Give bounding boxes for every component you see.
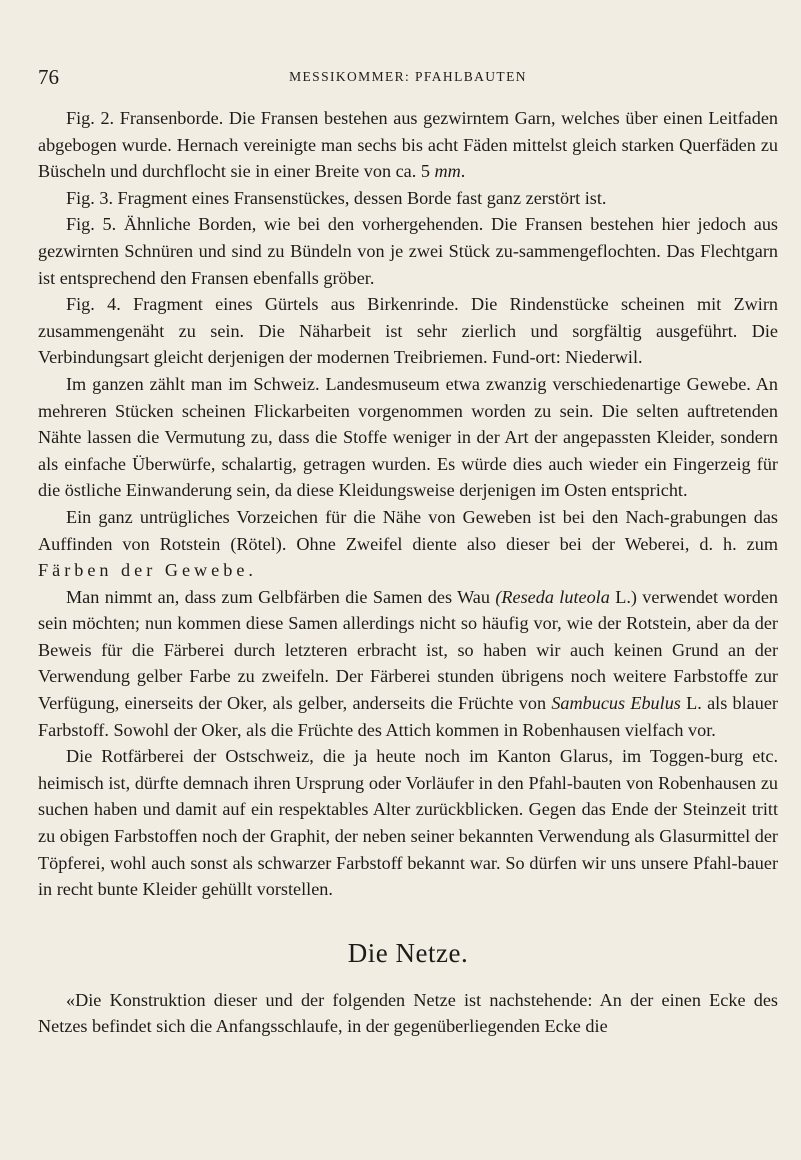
section-heading: Die Netze. (347, 937, 469, 968)
paragraph-fig-3: Fig. 3. Fragment eines Fransenstückes, dessen Borde fast ganz zerstört ist. (66, 187, 607, 208)
page-number: 76 (38, 65, 59, 89)
paragraph-fig-5: Fig. 5. Ähnliche Borden, wie bei den vorhergehenden. Die Fransen bestehen hier jedoch aus gezwirnten Schnüren und sind zu Bündeln von je zwei Stück zu-sammengeflochten. Das Flechtgarn ist entsprechend den Fransen ebenfalls gröber. (38, 214, 778, 288)
paragraph-fig-2 (38, 105, 778, 185)
paragraph-text: L. als blauer Farbstoff. Sowohl der Oker, als die Früchte des Attich kommen in Robenhausen vielfach vor. (38, 693, 778, 740)
paragraph-netze: «Die Konstruktion dieser und der folgenden Netze ist nachstehende: An der einen Ecke des Netzes befindet sich die Anfangsschlaufe, in der gegenüberliegenden Ecke die (38, 989, 778, 1037)
species-name-italic: Sambucus Ebulus (551, 693, 681, 714)
paragraph-rotfaerberei: Die Rotfärberei der Ostschweiz, die ja heute noch im Kanton Glarus, im Toggen-burg etc. heimisch ist, dürfte demnach ihren Ursprung oder Vorläufer in den Pfahl-bauten von Robenhausen zu suchen haben und damit auf ein respektables Alter zurückblicken. Gegen das Ende der Steinzeit tritt zu obigen Farbstoffen noch der Graphit, der neben seiner bekannten Verwendung als Glasurmittel der Töpferei, wohl auch sonst als schwarzer Farbstoff bekannt war. So dürfen wir uns unsere Pfahl-bauer in recht bunte Kleider gehüllt vorstellen. (38, 746, 778, 900)
paragraph-tail: . (460, 161, 466, 182)
running-title: MESSIKOMMER: PFAHLBAUTEN (289, 69, 527, 84)
paragraph-text: Man nimmt an, dass zum Gelbfärben die Samen des Wau (66, 586, 496, 607)
paragraph-tail: . (248, 560, 253, 581)
paragraph-wau (38, 584, 778, 744)
emphasis-spaced: Färben der Gewebe (38, 560, 249, 581)
paragraph-gewebe: Im ganzen zählt man im Schweiz. Landesmuseum etwa zwanzig verschiedenartige Gewebe. An mehreren Stücken scheinen Flickarbeiten vorgenommen worden zu sein. Die selten auftretenden Nähte lassen die Vermutung zu, dass die Stoffe weniger in der Art der angepassten Kleider, sondern als einfache Überwürfe, schalartig, getragen wurden. Es würde dies auch wieder ein Fingerzeig für die östliche Einwanderung sein, da diese Kleidungsweise derjenigen im Osten entspricht. (38, 373, 778, 501)
paragraph-fig-4: Fig. 4. Fragment eines Gürtels aus Birkenrinde. Die Rindenstücke scheinen mit Zwirn zusammengenäht zu sein. Die Näharbeit ist sehr zierlich und sorgfältig ausgeführt. Die Verbindungsart gleicht derjenigen der modernen Treibriemen. Fund-ort: Niederwil. (38, 294, 778, 368)
paragraph-rotstein (38, 504, 778, 584)
paragraph-text: Fig. 2. Fransenborde. Die Fransen bestehen aus gezwirntem Garn, welches über einen Leitfaden abgebogen wurde. Hernach vereinigte man sechs bis acht Fäden mittelst gleich starken Querfäden zu Büscheln und durchflocht sie in einer Breite von ca. 5 (38, 108, 778, 182)
unit-italic: mm (434, 161, 461, 182)
species-name-italic: (Reseda luteola (495, 586, 610, 607)
body-text (38, 105, 778, 1040)
book-page (38, 0, 778, 1160)
running-header (38, 64, 778, 90)
paragraph-text: Ein ganz untrügliches Vorzeichen für die Nähe von Geweben ist bei den Nach-grabungen das Auffinden von Rotstein (Rötel). Ohne Zweifel diente also dieser bei der Weberei, d. h. zum (38, 506, 778, 554)
paragraph-text: L.) verwendet worden sein möchten; nun kommen diese Samen allerdings nicht so häufig vor, wie der Rotstein, aber da der Beweis für die Färberei durch letzteren erbracht ist, so haben wir auch keinen Grund an der Verwendung gelber Farbe zu zweifeln. Der Färberei stunden übrigens noch weitere Farbstoffe zur Verfügung, einerseits der Oker, als gelber, anderseits die Früchte von (38, 586, 778, 714)
